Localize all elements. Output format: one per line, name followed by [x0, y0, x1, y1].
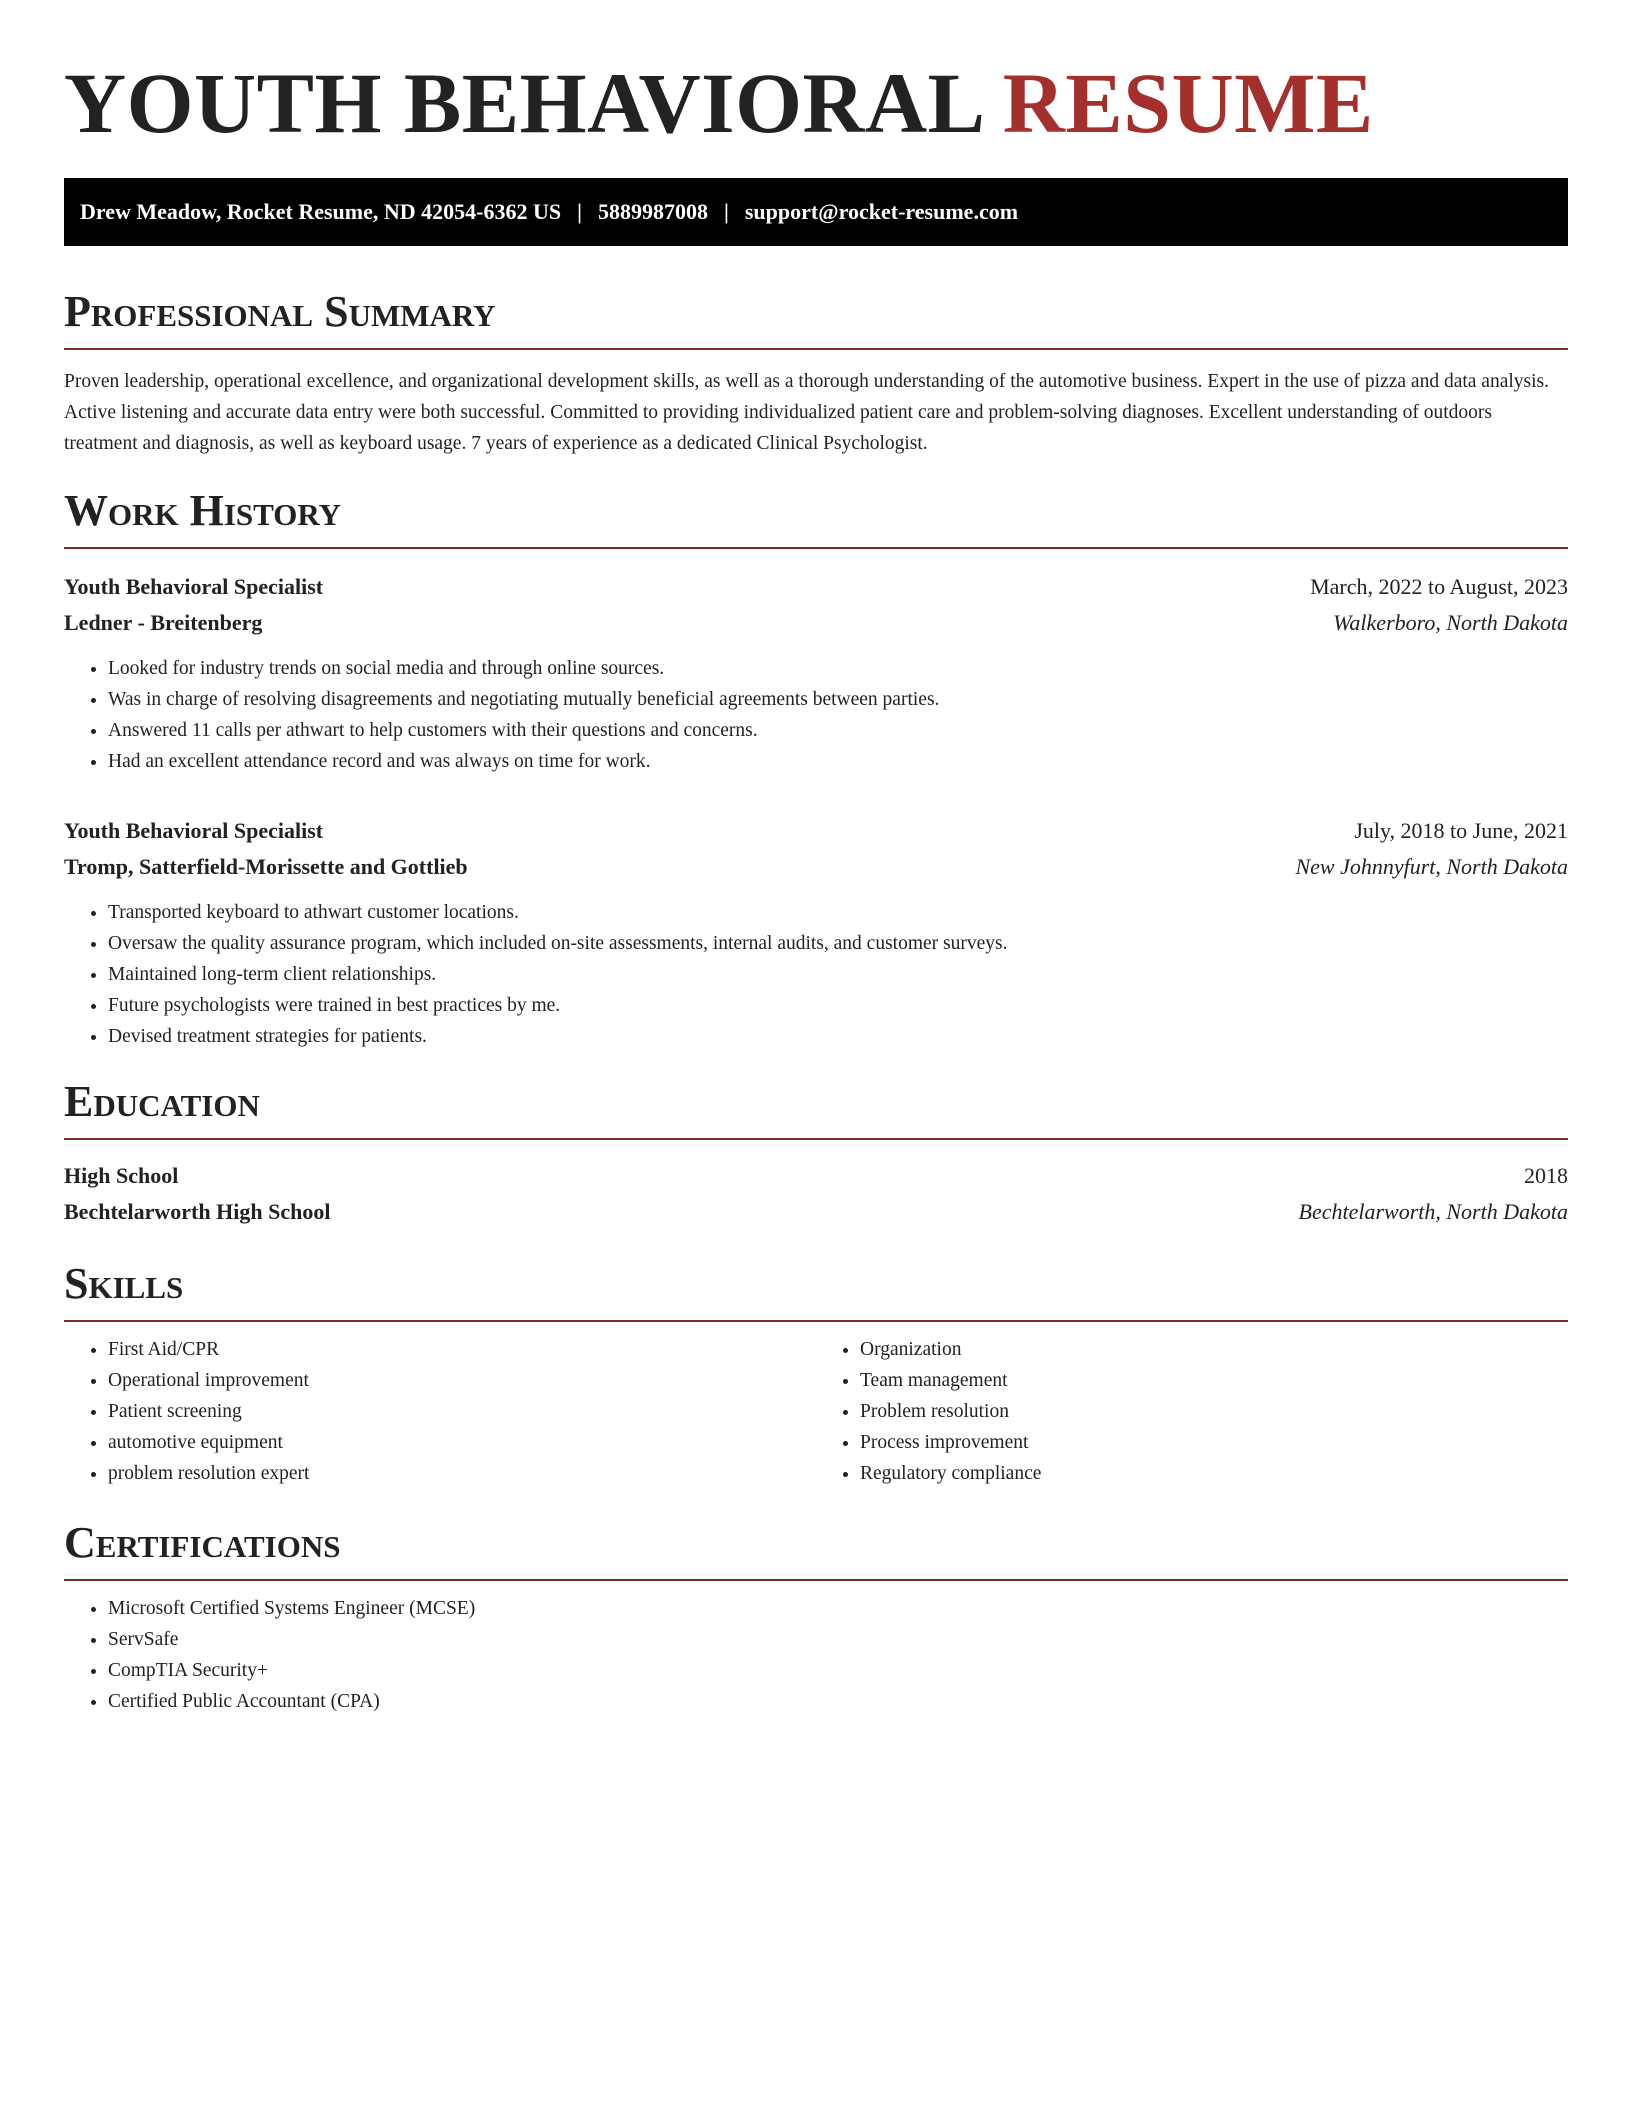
- skills-grid: [64, 1334, 1568, 1489]
- contact-separator: |: [577, 199, 582, 224]
- job-company: Ledner - Breitenberg: [64, 610, 263, 635]
- job-company: Tromp, Satterfield-Morissette and Gottlieb: [64, 854, 468, 879]
- list-item: • Devised treatment strategies for patients.: [108, 1021, 1568, 1052]
- section-heading-education: Education: [64, 1076, 1568, 1140]
- list-item: • Patient screening: [108, 1396, 816, 1427]
- list-item: • CompTIA Security+: [108, 1655, 1568, 1686]
- list-item: • Organization: [860, 1334, 1568, 1365]
- contact-email: support@rocket-resume.com: [744, 199, 1019, 224]
- education-degree: High School: [64, 1163, 179, 1188]
- list-item: • Certified Public Accountant (CPA): [108, 1686, 1568, 1717]
- resume-page: [64, 0, 1568, 1717]
- list-item: • Maintained long-term client relationships.: [108, 959, 1568, 990]
- job-entry: [64, 813, 1568, 1052]
- section-heading-certifications: Certifications: [64, 1517, 1568, 1581]
- list-item: • Problem resolution: [860, 1396, 1568, 1427]
- education-year: 2018: [1524, 1163, 1568, 1188]
- certifications-list: [64, 1593, 1568, 1717]
- job-location: Walkerboro, North Dakota: [1333, 610, 1568, 635]
- list-item: • Answered 11 calls per athwart to help customers with their questions and concerns.: [108, 715, 1568, 746]
- section-heading-summary: Professional Summary: [64, 286, 1568, 350]
- job-title: Youth Behavioral Specialist: [64, 574, 324, 599]
- education-entry: [64, 1158, 1568, 1230]
- list-item: • Regulatory compliance: [860, 1458, 1568, 1489]
- job-dates: March, 2022 to August, 2023: [1310, 574, 1568, 599]
- title-accent: RESUME: [1002, 55, 1374, 151]
- contact-bar: [64, 178, 1568, 246]
- contact-phone: 5889987008: [597, 199, 708, 224]
- summary-text: Proven leadership, operational excellence, and organizational development skills, as well as a thorough understanding of the automotive business. Expert in the use of pizza and data analysis. Active listening and accurate data entry were both successful. Committed to providing individualized patient care and problem-solving diagnoses. Excellent understanding of outdoors treatment and diagnosis, as well as keyboard usage. 7 years of experience as a dedicated Clinical Psychologist.: [64, 371, 1549, 454]
- job-duties-list: [64, 653, 1568, 777]
- list-item: • Transported keyboard to athwart customer locations.: [108, 897, 1568, 928]
- job-header-row: [64, 569, 1568, 605]
- job-company-row: [64, 605, 1568, 641]
- contact-address: Drew Meadow, Rocket Resume, ND 42054-6362 US: [80, 199, 562, 224]
- list-item: • Team management: [860, 1365, 1568, 1396]
- title-main: YOUTH BEHAVIORAL: [64, 55, 981, 151]
- education-header-row: [64, 1158, 1568, 1194]
- job-location: New Johnnyfurt, North Dakota: [1295, 854, 1568, 879]
- list-item: • Microsoft Certified Systems Engineer (MCSE): [108, 1593, 1568, 1624]
- list-item: • Was in charge of resolving disagreements and negotiating mutually beneficial agreements between parties.: [108, 684, 1568, 715]
- list-item: • Looked for industry trends on social media and through online sources.: [108, 653, 1568, 684]
- skills-list-right: [816, 1334, 1568, 1489]
- job-header-row: [64, 813, 1568, 849]
- list-item: • problem resolution expert: [108, 1458, 816, 1489]
- job-duties-list: [64, 897, 1568, 1052]
- resume-title: [64, 55, 1568, 151]
- list-item: • automotive equipment: [108, 1427, 816, 1458]
- list-item: • Process improvement: [860, 1427, 1568, 1458]
- list-item: • First Aid/CPR: [108, 1334, 816, 1365]
- education-school: Bechtelarworth High School: [64, 1199, 331, 1224]
- list-item: • Future psychologists were trained in best practices by me.: [108, 990, 1568, 1021]
- skills-list-left: [64, 1334, 816, 1489]
- list-item: • Had an excellent attendance record and was always on time for work.: [108, 746, 1568, 777]
- job-entry: [64, 569, 1568, 777]
- education-school-row: [64, 1194, 1568, 1230]
- section-heading-work-history: Work History: [64, 485, 1568, 549]
- education-location: Bechtelarworth, North Dakota: [1298, 1199, 1568, 1224]
- section-heading-skills: Skills: [64, 1258, 1568, 1322]
- contact-separator: |: [723, 199, 729, 224]
- job-dates: July, 2018 to June, 2021: [1354, 818, 1568, 843]
- list-item: • ServSafe: [108, 1624, 1568, 1655]
- job-company-row: [64, 849, 1568, 885]
- job-title: Youth Behavioral Specialist: [64, 818, 324, 843]
- list-item: • Oversaw the quality assurance program, which included on-site assessments, internal audits, and customer surveys.: [108, 928, 1568, 959]
- list-item: • Operational improvement: [108, 1365, 816, 1396]
